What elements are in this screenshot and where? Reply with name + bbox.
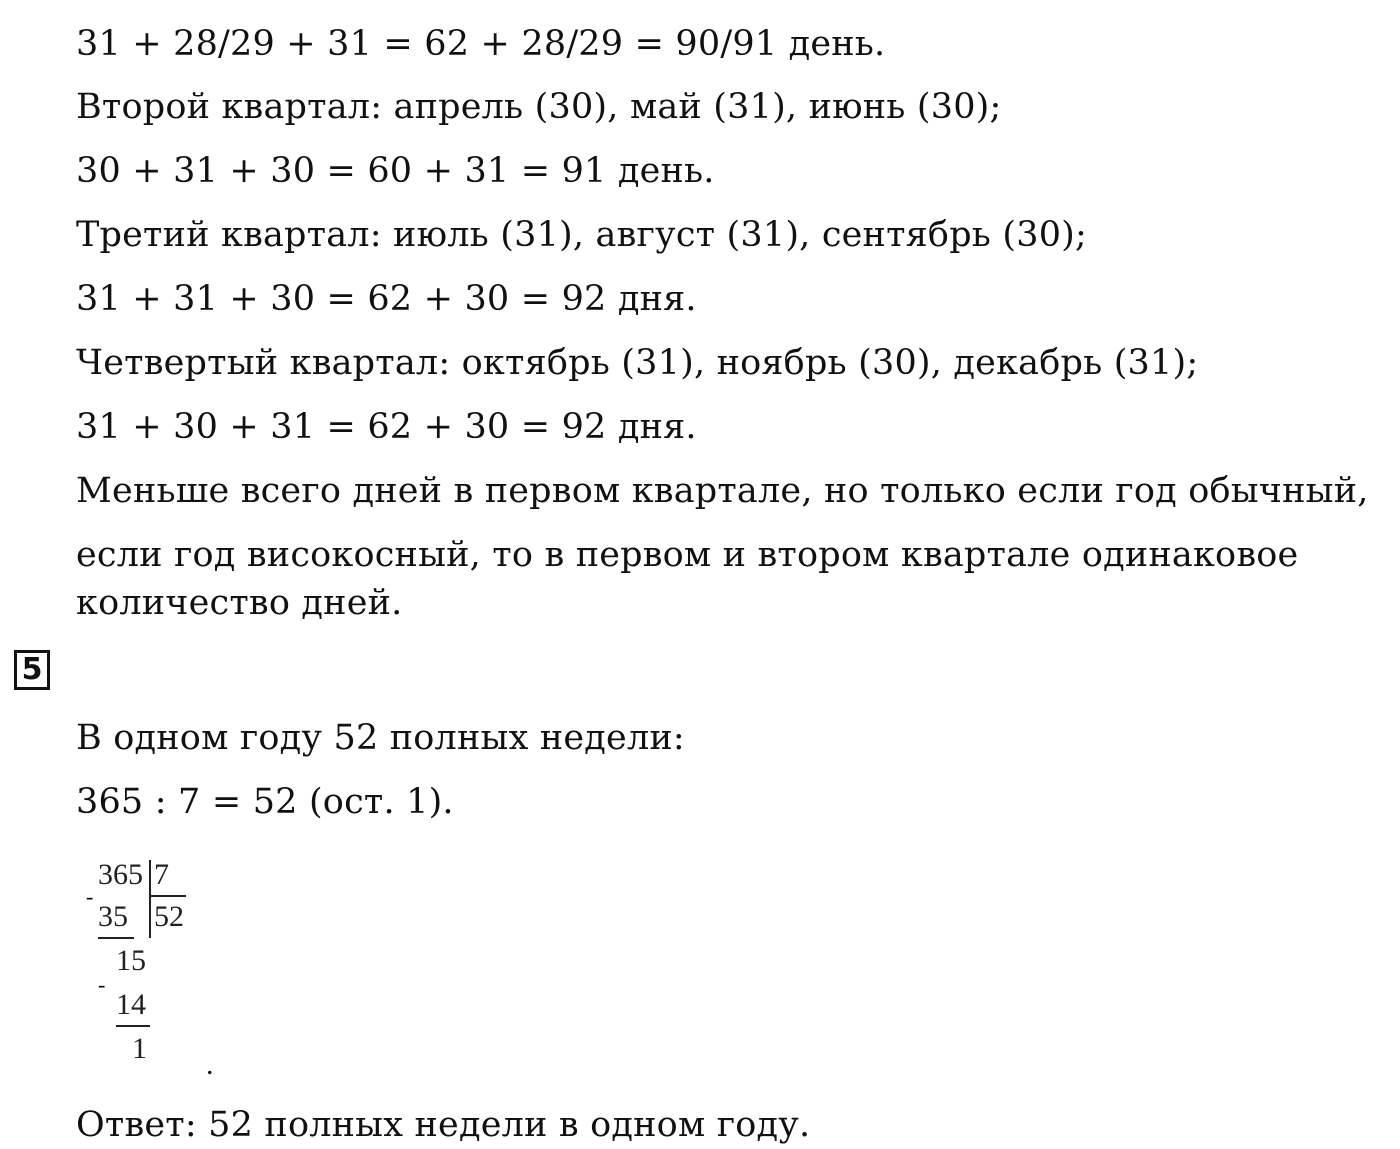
quotient: 52 bbox=[154, 900, 184, 933]
equation-q3: 31 + 31 + 30 = 62 + 30 = 92 дня. bbox=[76, 279, 697, 319]
dividend: 365 bbox=[98, 858, 143, 891]
q2-heading: Второй квартал: апрель (30), май (31), июнь (30); bbox=[76, 87, 1002, 127]
long-division-figure bbox=[86, 852, 246, 1082]
minus-sign-2: - bbox=[98, 972, 106, 997]
task-equation: 365 : 7 = 52 (ост. 1). bbox=[76, 782, 454, 822]
equation-q1: 31 + 28/29 + 31 = 62 + 28/29 = 90/91 день. bbox=[76, 24, 886, 64]
minus-sign-1: - bbox=[86, 884, 94, 909]
final-remainder: 1 bbox=[132, 1032, 147, 1065]
task-statement: В одном году 52 полных недели: bbox=[76, 718, 685, 758]
equation-q2: 30 + 31 + 30 = 60 + 31 = 91 день. bbox=[76, 151, 715, 191]
subtrahend-2: 14 bbox=[116, 988, 146, 1021]
subtrahend-1: 35 bbox=[98, 900, 128, 933]
q4-heading: Четвертый квартал: октябрь (31), ноябрь (30), декабрь (31); bbox=[76, 343, 1199, 383]
long-division bbox=[86, 852, 246, 1082]
trailing-dot: . bbox=[206, 1048, 214, 1081]
conclusion-line-2: если год високосный, то в первом и втором квартале одинаковое bbox=[76, 535, 1299, 575]
q3-heading: Третий квартал: июль (31), август (31), сентябрь (30); bbox=[76, 215, 1088, 255]
divisor: 7 bbox=[154, 858, 169, 891]
remainder-step-1: 15 bbox=[116, 944, 146, 977]
conclusion-line-3: количество дней. bbox=[76, 583, 403, 623]
answer-line: Ответ: 52 полных недели в одном году. bbox=[76, 1105, 811, 1145]
equation-q4: 31 + 30 + 31 = 62 + 30 = 92 дня. bbox=[76, 407, 697, 447]
conclusion-line-1: Меньше всего дней в первом квартале, но только если год обычный, bbox=[76, 471, 1369, 511]
task-number-badge: 5 bbox=[14, 650, 50, 690]
